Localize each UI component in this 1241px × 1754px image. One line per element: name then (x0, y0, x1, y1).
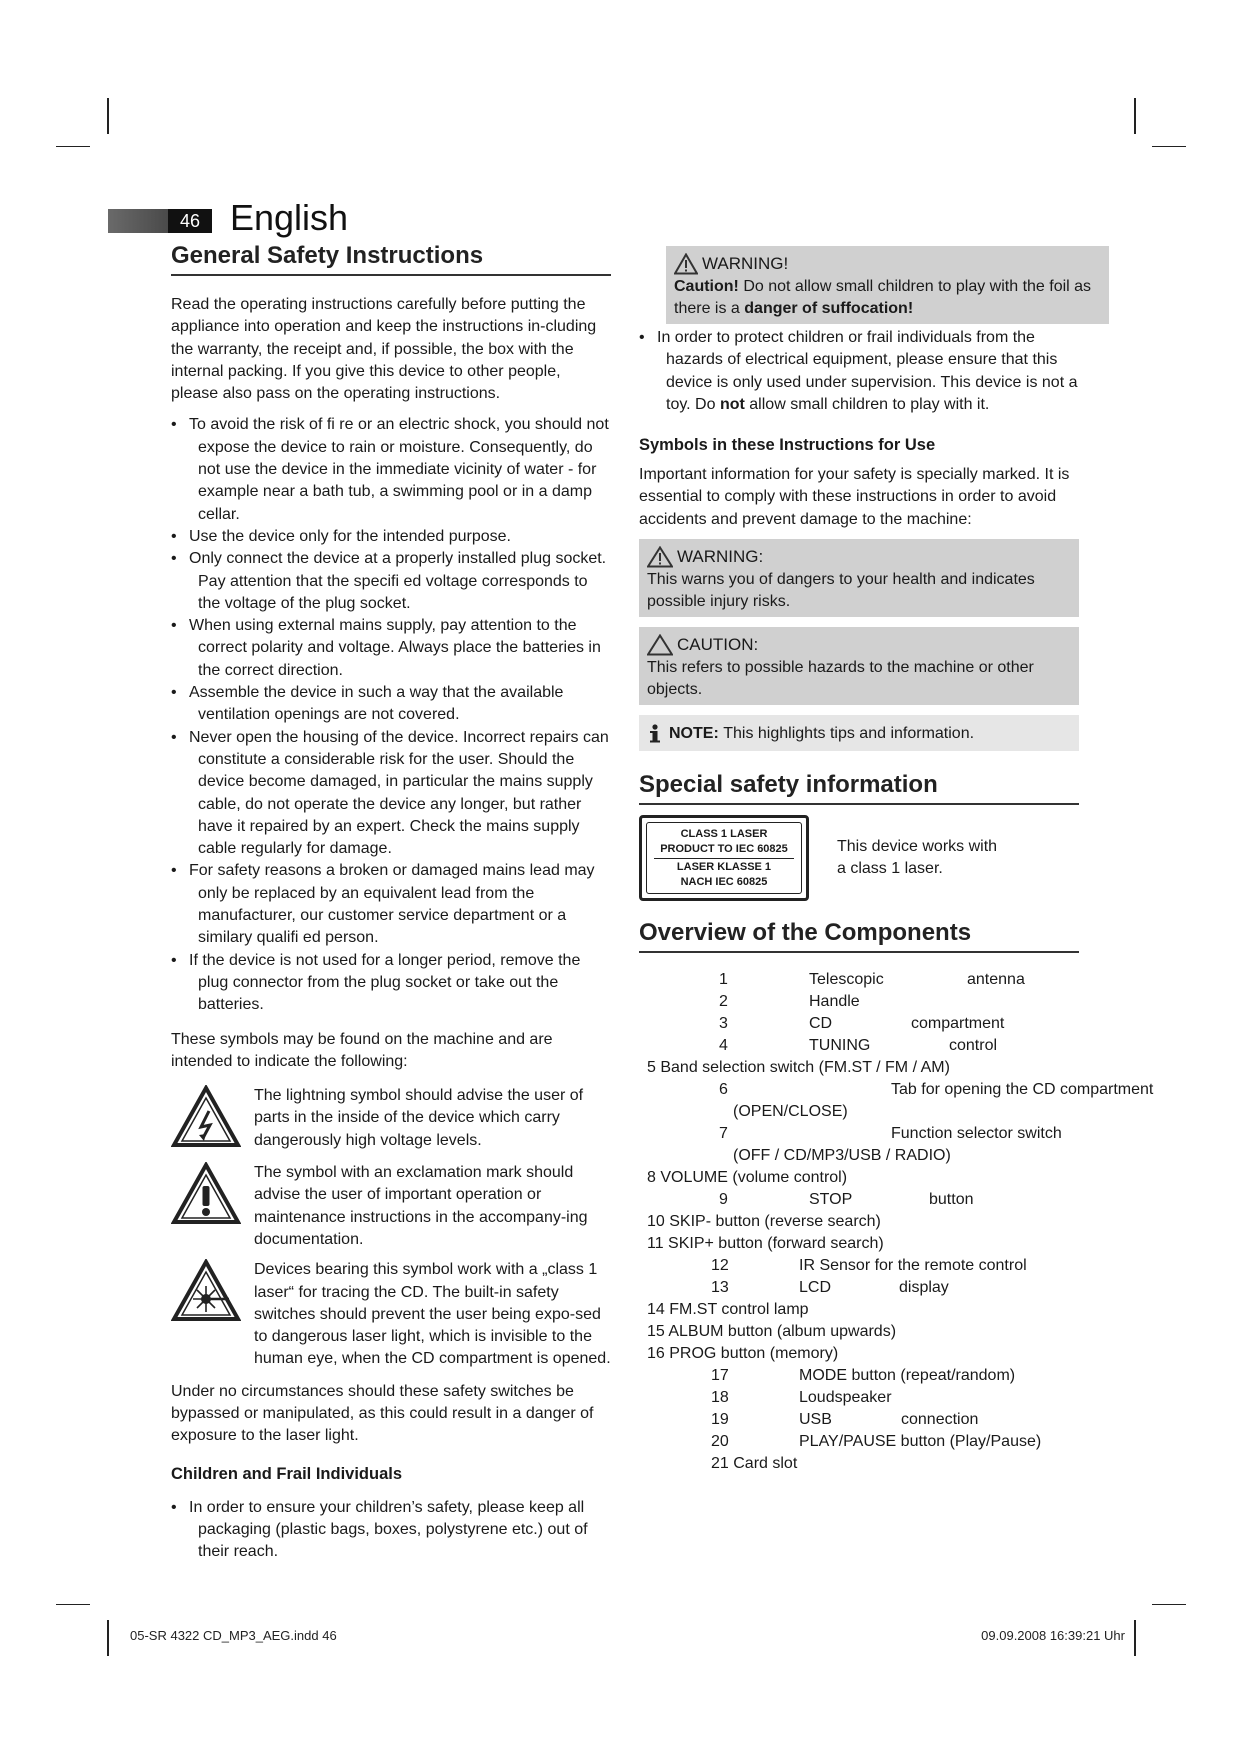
component-row (639, 1013, 1079, 1035)
component-number: 20 (711, 1433, 729, 1451)
right-column (639, 246, 1154, 1475)
caution-legend-box (639, 627, 1079, 705)
symbol-description: The lightning symbol should advise the user of parts in the inside of the device which carry dangerously high voltage levels. (254, 1087, 584, 1149)
component-name: Telescopic (809, 971, 884, 989)
footer-timestamp: 09.09.2008 16:39:21 Uhr (981, 1628, 1125, 1643)
component-number: 18 (711, 1389, 729, 1407)
crop-mark (1134, 1620, 1136, 1656)
caution-legend-label: CAUTION: (677, 635, 759, 655)
component-row: 10 SKIP- button (reverse search) (647, 1213, 881, 1231)
overview-title: Overview of the Components (639, 917, 1079, 953)
page-number: 46 (168, 209, 212, 233)
component-name: Handle (809, 993, 860, 1011)
crop-mark (1152, 1604, 1186, 1605)
laser-label-line: LASER KLASSE 1 (676, 860, 772, 873)
warning-legend-label: WARNING: (677, 547, 764, 567)
supervision-bold-word: not (719, 395, 745, 413)
component-row: 5 Band selection switch (FM.ST / FM / AM) (647, 1059, 950, 1077)
component-row (639, 1365, 1079, 1387)
component-row (639, 1189, 1079, 1211)
crop-mark (107, 98, 109, 134)
warning-box-text (674, 276, 1101, 320)
component-number: 3 (719, 1015, 728, 1033)
laser-info-row (639, 815, 1079, 901)
symbols-intro-right: Important information for your safety is specially marked. It is essential to comply with these instructions in order to avoid accidents and prevent damage to the machine: (639, 466, 1070, 528)
component-number: 2 (719, 993, 728, 1011)
list-item: • In order to ensure your children’s safety, please keep all packaging (plastic bags, boxes, polystyrene etc.) out of their reach. (171, 1497, 611, 1564)
laser-class-label (639, 815, 809, 901)
safety-bullet-list (171, 414, 611, 1016)
symbol-description: The symbol with an exclamation mark should advise the user of important operation or maintenance instructions in the accompany-ing documentation. (254, 1164, 588, 1248)
component-name: display (899, 1279, 949, 1297)
symbol-description: Devices bearing this symbol work with a „class 1 laser“ for tracing the CD. The built-in safety switches should prevent the user being expo-sed to dangerous laser light, which is invisible to the human eye, when the CD compartment is opened. (254, 1261, 611, 1368)
component-row (639, 969, 1079, 991)
component-number: 7 (719, 1125, 728, 1143)
component-name: STOP (809, 1191, 853, 1209)
warning-box-title (674, 252, 1101, 276)
component-number: 19 (711, 1411, 729, 1429)
note-legend-line (647, 723, 1071, 745)
crop-mark (56, 146, 90, 147)
component-number: 1 (719, 971, 728, 989)
component-row (639, 1255, 1079, 1277)
component-name: button (929, 1191, 974, 1209)
warning-triangle-icon (647, 546, 673, 568)
component-number: 6 (719, 1081, 728, 1099)
caution-legend-title (647, 633, 1071, 657)
laser-label-line: NACH IEC 60825 (680, 875, 768, 888)
supervision-text-before: In order to protect children or frail individuals from the hazards of electrical equipment, please ensure that this device is only used under supervision. This device is not a toy. Do (657, 329, 1078, 413)
component-name: MODE button (repeat/random) (799, 1367, 1016, 1385)
component-name: antenna (967, 971, 1025, 989)
exclamation-warning-icon (171, 1162, 241, 1231)
header-bar (108, 209, 168, 233)
component-row (639, 991, 1079, 1013)
component-row: 16 PROG button (memory) (647, 1345, 839, 1363)
component-number: 17 (711, 1367, 729, 1385)
laser-label-line: PRODUCT TO IEC 60825 (660, 842, 788, 855)
warning-box (666, 246, 1109, 324)
crop-mark (56, 1604, 90, 1605)
component-number: 12 (711, 1257, 729, 1275)
intro-paragraph: Read the operating instructions carefully before putting the appliance into operation and keep the instructions in-cluding the warranty, the receipt and, if possible, the box with the internal packing. If you give this device to other people, please also pass on the operating instructions. (171, 296, 597, 403)
list-item: • When using external mains supply, pay attention to the correct polarity and voltage. Always place the batteries in the correct direction. (171, 615, 611, 682)
component-name: TUNING (809, 1037, 871, 1055)
component-row: 15 ALBUM button (album upwards) (647, 1323, 897, 1341)
supervision-bullet-list (639, 327, 1079, 416)
list-item: • To avoid the risk of fi re or an electric shock, you should not expose the device to rain or moisture. Consequently, do not use the device in the immediate vicinity of water - for example near a bath tub, a swimming pool or in a damp cellar. (171, 414, 611, 525)
component-name: Tab for opening the CD compartment (891, 1081, 1154, 1099)
laser-class-label-inner (646, 822, 802, 894)
component-name: connection (901, 1411, 979, 1429)
note-label: NOTE: (669, 725, 719, 743)
component-name: LCD (799, 1279, 832, 1297)
warning-legend-title (647, 545, 1071, 569)
laser-description-line: This device works with (837, 837, 998, 855)
component-name: IR Sensor for the remote control (799, 1257, 1027, 1275)
list-item: • For safety reasons a broken or damaged mains lead may only be replaced by an equivalent lead from the manufacturer, our customer service department or a similary qualifi ed person. (171, 860, 611, 949)
laser-warning-icon (171, 1259, 241, 1328)
danger-label: danger of suffocation! (744, 300, 914, 317)
component-name: USB (799, 1411, 832, 1429)
symbol-row (171, 1162, 611, 1251)
symbols-intro: These symbols may be found on the machine and are intended to indicate the following: (171, 1030, 553, 1070)
warning-triangle-icon (674, 253, 698, 275)
component-name: PLAY/PAUSE button (Play/Pause) (799, 1433, 1042, 1451)
laser-label-divider (654, 858, 794, 859)
component-row: 14 FM.ST control lamp (647, 1301, 809, 1319)
component-row (639, 1035, 1079, 1057)
crop-mark (107, 1620, 109, 1656)
special-safety-title: Special safety information (639, 769, 1079, 805)
component-name: Function selector switch (891, 1125, 1062, 1143)
laser-description-line: a class 1 laser. (837, 860, 943, 878)
footer-file-info: 05-SR 4322 CD_MP3_AEG.indd 46 (130, 1628, 337, 1643)
component-row (639, 1277, 1079, 1299)
list-item: • Assemble the device in such a way that the available ventilation openings are not covered. (171, 682, 611, 727)
warning-legend-box (639, 539, 1079, 617)
component-name: CD (809, 1015, 833, 1033)
supervision-text-after: allow small children to play with it. (749, 395, 990, 413)
component-number: 4 (719, 1037, 728, 1055)
left-column (171, 240, 611, 1564)
lightning-warning-icon (171, 1085, 241, 1154)
component-row: 21 Card slot (711, 1455, 798, 1473)
component-number: 13 (711, 1279, 729, 1297)
note-text: This highlights tips and information. (723, 725, 975, 743)
component-row: 8 VOLUME (volume control) (647, 1169, 848, 1187)
components-list (639, 969, 1154, 1475)
list-item: • If the device is not used for a longer period, remove the plug connector from the plug socket or take out the batteries. (171, 950, 611, 1017)
caution-triangle-icon (647, 634, 673, 656)
children-title: Children and Frail Individuals (171, 1464, 403, 1483)
component-name: Loudspeaker (799, 1389, 892, 1407)
component-row-continued: (OFF / CD/MP3/USB / RADIO) (733, 1147, 951, 1165)
component-row-continued: (OPEN/CLOSE) (733, 1103, 848, 1121)
list-item (639, 327, 1079, 416)
warning-legend-text: This warns you of dangers to your health and indicates possible injury risks. (647, 571, 1035, 611)
component-row (639, 1431, 1079, 1453)
caution-legend-text: This refers to possible hazards to the machine or other objects. (647, 659, 1034, 699)
component-name: compartment (911, 1015, 1005, 1033)
note-legend-box (639, 715, 1079, 751)
list-item: • Never open the housing of the device. Incorrect repairs can constitute a considerable risk for the user. Should the device become damaged, in particular the mains supply cable, do not operate the device any longer, but rather have it repaired by an expert. Check the mains supply cable regularly for damage. (171, 727, 611, 861)
list-item: • Use the device only for the intended purpose. (171, 526, 611, 548)
laser-paragraph: Under no circumstances should these safety switches be bypassed or manipulated, as this could result in a danger of exposure to the laser light. (171, 1382, 594, 1445)
symbols-title: Symbols in these Instructions for Use (639, 436, 936, 455)
component-row (639, 1123, 1079, 1145)
symbol-row (171, 1259, 611, 1370)
language-heading: English (230, 197, 349, 238)
warning-box-label: WARNING! (702, 254, 789, 273)
component-row (639, 1079, 1154, 1101)
crop-mark (1134, 98, 1136, 134)
general-safety-title: General Safety Instructions (171, 240, 611, 276)
component-number: 9 (719, 1191, 728, 1209)
info-icon (647, 724, 663, 744)
laser-label-line: CLASS 1 LASER (680, 827, 768, 840)
children-bullet-list (171, 1497, 611, 1564)
component-row (639, 1409, 1079, 1431)
symbol-row (171, 1085, 611, 1154)
component-name: control (949, 1037, 998, 1055)
caution-label: Caution! (674, 278, 739, 295)
laser-description (837, 836, 997, 881)
crop-mark (1152, 146, 1186, 147)
component-row (639, 1387, 1079, 1409)
warning-box-body: Do not allow small children to play with the foil as there is a (674, 278, 1092, 317)
component-row: 11 SKIP+ button (forward search) (647, 1235, 884, 1253)
list-item: • Only connect the device at a properly installed plug socket. Pay attention that the specifi ed voltage corresponds to the voltage of the plug socket. (171, 548, 611, 615)
